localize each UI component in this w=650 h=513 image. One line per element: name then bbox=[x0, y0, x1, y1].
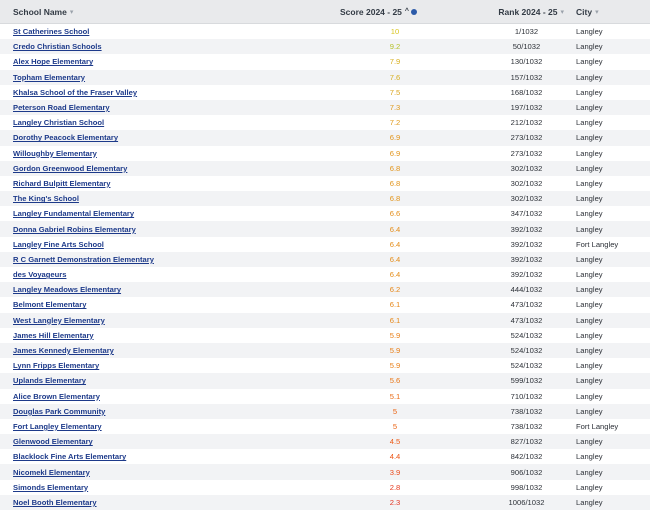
rank-cell: 302/1032 bbox=[510, 194, 543, 204]
city-cell: Langley bbox=[576, 133, 603, 143]
school-name-cell bbox=[0, 240, 305, 249]
rank-cell: 347/1032 bbox=[510, 209, 543, 219]
school-link[interactable]: Alice Brown Elementary bbox=[13, 391, 100, 401]
table-row bbox=[0, 39, 650, 54]
school-link[interactable]: Glenwood Elementary bbox=[13, 437, 93, 447]
school-name-cell bbox=[0, 73, 305, 82]
school-link[interactable]: Topham Elementary bbox=[13, 72, 86, 82]
rank-cell: 599/1032 bbox=[510, 376, 543, 386]
rank-cell: 738/1032 bbox=[510, 406, 543, 416]
rank-cell: 197/1032 bbox=[510, 103, 543, 113]
score-cell: 6.1 bbox=[389, 315, 401, 325]
school-link[interactable]: Lynn Fripps Elementary bbox=[13, 361, 100, 371]
score-cell: 6.4 bbox=[389, 224, 401, 234]
city-cell: Langley bbox=[576, 57, 603, 67]
header-rank[interactable] bbox=[445, 7, 568, 17]
rank-cell: 130/1032 bbox=[510, 57, 543, 67]
rank-cell: 302/1032 bbox=[510, 163, 543, 173]
score-cell: 6.8 bbox=[389, 163, 401, 173]
table-row bbox=[0, 206, 650, 221]
table-row bbox=[0, 373, 650, 388]
city-cell: Langley bbox=[576, 148, 603, 158]
table-row bbox=[0, 419, 650, 434]
rank-cell: 906/1032 bbox=[510, 467, 543, 477]
school-name-cell bbox=[0, 149, 305, 158]
school-name-cell bbox=[0, 103, 305, 112]
table-row bbox=[0, 343, 650, 358]
header-city[interactable] bbox=[568, 7, 650, 17]
city-cell: Langley bbox=[576, 224, 603, 234]
table-row bbox=[0, 85, 650, 100]
score-cell: 6.4 bbox=[389, 254, 401, 264]
city-cell: Langley bbox=[576, 72, 603, 82]
score-cell: 4.4 bbox=[389, 452, 401, 462]
rank-cell: 738/1032 bbox=[510, 421, 543, 431]
table-row bbox=[0, 449, 650, 464]
school-name-cell bbox=[0, 437, 305, 446]
table-row bbox=[0, 115, 650, 130]
school-link[interactable]: Langley Fine Arts School bbox=[13, 239, 104, 249]
city-cell: Langley bbox=[576, 254, 603, 264]
school-link[interactable]: R C Garnett Demonstration Elementary bbox=[13, 254, 154, 264]
score-cell: 2.3 bbox=[389, 497, 401, 507]
score-cell: 5.6 bbox=[389, 376, 401, 386]
city-cell: Langley bbox=[576, 27, 603, 37]
city-cell: Langley bbox=[576, 163, 603, 173]
school-link[interactable]: Donna Gabriel Robins Elementary bbox=[13, 224, 136, 234]
school-link[interactable]: Belmont Elementary bbox=[13, 300, 87, 310]
header-school-name[interactable] bbox=[0, 7, 305, 17]
city-cell: Langley bbox=[576, 315, 603, 325]
table-row bbox=[0, 328, 650, 343]
table-row bbox=[0, 480, 650, 495]
score-cell: 3.9 bbox=[389, 467, 401, 477]
school-link[interactable]: Peterson Road Elementary bbox=[13, 103, 110, 113]
school-link[interactable]: Richard Bulpitt Elementary bbox=[13, 178, 111, 188]
city-cell: Langley bbox=[576, 178, 603, 188]
school-link[interactable]: James Kennedy Elementary bbox=[13, 346, 114, 356]
school-name-cell bbox=[0, 255, 305, 264]
school-name-cell bbox=[0, 209, 305, 218]
table-row bbox=[0, 252, 650, 267]
score-cell: 6.9 bbox=[389, 133, 401, 143]
school-name-cell bbox=[0, 331, 305, 340]
city-cell: Langley bbox=[576, 376, 603, 386]
table-row bbox=[0, 267, 650, 282]
header-school-name-label: School Name bbox=[13, 6, 67, 17]
sort-chevron-icon: ▾ bbox=[69, 8, 74, 16]
header-rank-label: Rank 2024 - 25 bbox=[498, 6, 558, 17]
school-name-cell bbox=[0, 285, 305, 294]
school-name-cell bbox=[0, 300, 305, 309]
school-name-cell bbox=[0, 179, 305, 188]
school-name-cell bbox=[0, 376, 305, 385]
school-name-cell bbox=[0, 42, 305, 51]
city-cell: Langley bbox=[576, 437, 603, 447]
table-row bbox=[0, 297, 650, 312]
city-cell: Langley bbox=[576, 87, 603, 97]
sort-chevron-icon: ▾ bbox=[595, 8, 599, 16]
city-cell: Langley bbox=[576, 118, 603, 128]
table-row bbox=[0, 389, 650, 404]
table-row bbox=[0, 146, 650, 161]
school-link[interactable]: West Langley Elementary bbox=[13, 315, 105, 325]
rank-cell: 524/1032 bbox=[510, 330, 543, 340]
school-name-cell bbox=[0, 27, 305, 36]
school-name-cell bbox=[0, 498, 305, 507]
score-cell: 6.1 bbox=[389, 300, 401, 310]
school-name-cell bbox=[0, 316, 305, 325]
score-cell: 6.8 bbox=[389, 178, 401, 188]
score-cell: 6.9 bbox=[389, 148, 401, 158]
rank-cell: 444/1032 bbox=[510, 285, 543, 295]
school-name-cell bbox=[0, 270, 305, 279]
rank-cell: 473/1032 bbox=[510, 315, 543, 325]
school-name-cell bbox=[0, 346, 305, 355]
rank-cell: 473/1032 bbox=[510, 300, 543, 310]
table-row bbox=[0, 191, 650, 206]
city-cell: Langley bbox=[576, 406, 603, 416]
rank-cell: 1006/1032 bbox=[508, 497, 545, 507]
score-cell: 7.3 bbox=[389, 103, 401, 113]
score-cell: 2.8 bbox=[389, 482, 401, 492]
school-name-cell bbox=[0, 452, 305, 461]
school-name-cell bbox=[0, 194, 305, 203]
rank-cell: 50/1032 bbox=[512, 42, 541, 52]
city-cell: Langley bbox=[576, 285, 603, 295]
school-name-cell bbox=[0, 407, 305, 416]
school-link[interactable]: Uplands Elementary bbox=[13, 376, 87, 386]
score-cell: 7.5 bbox=[389, 87, 401, 97]
school-link[interactable]: James Hill Elementary bbox=[13, 330, 94, 340]
school-name-cell bbox=[0, 225, 305, 234]
table-row bbox=[0, 130, 650, 145]
table-row bbox=[0, 464, 650, 479]
school-link[interactable]: Fort Langley Elementary bbox=[13, 421, 102, 431]
score-cell: 5.9 bbox=[389, 361, 401, 371]
school-link[interactable]: Langley Christian School bbox=[13, 118, 105, 128]
school-name-cell bbox=[0, 361, 305, 370]
header-score-label: Score 2024 - 25 bbox=[340, 6, 402, 17]
school-name-cell bbox=[0, 483, 305, 492]
rank-cell: 392/1032 bbox=[510, 270, 543, 280]
school-link[interactable]: Willoughby Elementary bbox=[13, 148, 97, 158]
city-cell: Langley bbox=[576, 103, 603, 113]
school-name-cell bbox=[0, 88, 305, 97]
school-name-cell bbox=[0, 468, 305, 477]
table-row bbox=[0, 434, 650, 449]
city-cell: Langley bbox=[576, 330, 603, 340]
school-name-cell bbox=[0, 57, 305, 66]
rank-cell: 524/1032 bbox=[510, 361, 543, 371]
school-link[interactable]: Douglas Park Community bbox=[13, 406, 106, 416]
school-name-cell bbox=[0, 164, 305, 173]
table-header bbox=[0, 0, 650, 24]
school-link[interactable]: Nicomekl Elementary bbox=[13, 467, 90, 477]
city-cell: Langley bbox=[576, 42, 603, 52]
rank-cell: 392/1032 bbox=[510, 239, 543, 249]
score-cell: 5.9 bbox=[389, 346, 401, 356]
rank-cell: 302/1032 bbox=[510, 178, 543, 188]
table-row bbox=[0, 24, 650, 39]
school-name-cell bbox=[0, 133, 305, 142]
rank-cell: 273/1032 bbox=[510, 133, 543, 143]
score-cell: 5.1 bbox=[389, 391, 401, 401]
city-cell: Fort Langley bbox=[576, 421, 619, 431]
table-row bbox=[0, 237, 650, 252]
school-link[interactable]: Langley Meadows Elementary bbox=[13, 285, 122, 295]
score-cell: 5 bbox=[392, 406, 398, 416]
school-link[interactable]: Dorothy Peacock Elementary bbox=[13, 133, 119, 143]
city-cell: Langley bbox=[576, 452, 603, 462]
rank-cell: 212/1032 bbox=[510, 118, 543, 128]
score-cell: 7.2 bbox=[389, 118, 401, 128]
city-cell: Langley bbox=[576, 209, 603, 219]
table-row bbox=[0, 404, 650, 419]
table-row bbox=[0, 495, 650, 510]
score-cell: 6.4 bbox=[389, 239, 401, 249]
rank-cell: 273/1032 bbox=[510, 148, 543, 158]
score-cell: 7.6 bbox=[389, 72, 401, 82]
score-cell: 6.8 bbox=[389, 194, 401, 204]
score-cell: 9.2 bbox=[389, 42, 401, 52]
school-link[interactable]: Langley Fundamental Elementary bbox=[13, 209, 135, 219]
table-row bbox=[0, 221, 650, 236]
city-cell: Langley bbox=[576, 270, 603, 280]
city-cell: Langley bbox=[576, 300, 603, 310]
score-cell: 6.4 bbox=[389, 270, 401, 280]
school-link[interactable]: Gordon Greenwood Elementary bbox=[13, 163, 128, 173]
table-body bbox=[0, 24, 650, 510]
rank-cell: 1/1032 bbox=[514, 27, 539, 37]
school-link[interactable]: Alex Hope Elementary bbox=[13, 57, 94, 67]
info-icon[interactable] bbox=[411, 9, 417, 15]
city-cell: Langley bbox=[576, 497, 603, 507]
table-row bbox=[0, 358, 650, 373]
school-link[interactable]: Noel Booth Elementary bbox=[13, 497, 97, 507]
rank-cell: 392/1032 bbox=[510, 224, 543, 234]
city-cell: Langley bbox=[576, 482, 603, 492]
school-link[interactable]: Khalsa School of the Fraser Valley bbox=[13, 87, 138, 97]
rank-cell: 842/1032 bbox=[510, 452, 543, 462]
school-name-cell bbox=[0, 392, 305, 401]
city-cell: Langley bbox=[576, 467, 603, 477]
rank-cell: 710/1032 bbox=[510, 391, 543, 401]
school-name-cell bbox=[0, 118, 305, 127]
score-cell: 6.2 bbox=[389, 285, 401, 295]
rank-cell: 157/1032 bbox=[510, 72, 543, 82]
rank-cell: 827/1032 bbox=[510, 437, 543, 447]
city-cell: Fort Langley bbox=[576, 239, 619, 249]
city-cell: Langley bbox=[576, 361, 603, 371]
rank-cell: 524/1032 bbox=[510, 346, 543, 356]
score-cell: 5 bbox=[392, 421, 398, 431]
score-cell: 6.6 bbox=[389, 209, 401, 219]
city-cell: Langley bbox=[576, 194, 603, 204]
table-row bbox=[0, 282, 650, 297]
score-cell: 10 bbox=[390, 27, 400, 37]
school-link[interactable]: Simonds Elementary bbox=[13, 482, 89, 492]
score-cell: 7.9 bbox=[389, 57, 401, 67]
rank-cell: 998/1032 bbox=[510, 482, 543, 492]
school-link[interactable]: des Voyageurs bbox=[13, 270, 67, 280]
table-row bbox=[0, 54, 650, 69]
school-link[interactable]: The King's School bbox=[13, 194, 79, 204]
rank-cell: 168/1032 bbox=[510, 87, 543, 97]
sort-chevron-icon: ▾ bbox=[560, 8, 564, 16]
score-cell: 5.9 bbox=[389, 330, 401, 340]
table-row bbox=[0, 70, 650, 85]
table-row bbox=[0, 100, 650, 115]
school-link[interactable]: Credo Christian Schools bbox=[13, 42, 102, 52]
table-row bbox=[0, 313, 650, 328]
school-link[interactable]: Blacklock Fine Arts Elementary bbox=[13, 452, 127, 462]
header-score[interactable] bbox=[305, 7, 445, 17]
rank-cell: 392/1032 bbox=[510, 254, 543, 264]
sort-ascending-icon: ^ bbox=[404, 8, 409, 15]
city-cell: Langley bbox=[576, 391, 603, 401]
header-city-label: City bbox=[576, 6, 593, 17]
city-cell: Langley bbox=[576, 346, 603, 356]
score-cell: 4.5 bbox=[389, 437, 401, 447]
table-row bbox=[0, 161, 650, 176]
school-link[interactable]: St Catherines School bbox=[13, 27, 90, 37]
table-row bbox=[0, 176, 650, 191]
school-name-cell bbox=[0, 422, 305, 431]
